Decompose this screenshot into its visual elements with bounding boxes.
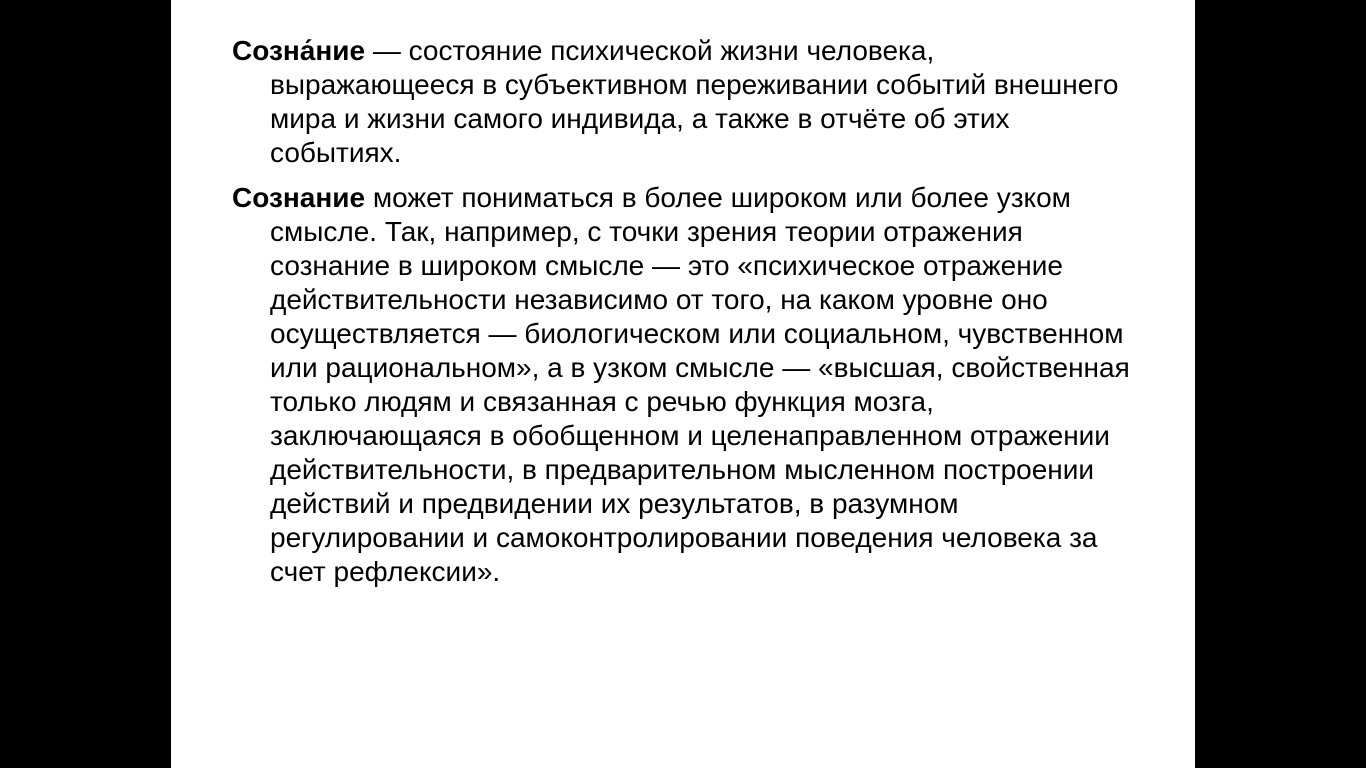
definition-paragraph xyxy=(232,34,1132,170)
explanation-paragraph xyxy=(232,181,1132,589)
definition-text: — состояние психической жизни человека, выражающееся в субъективном переживании событий внешнего мира и жизни самого индивида, а также в отчёте об этих событиях. xyxy=(270,35,1119,168)
explanation-term: Сознание xyxy=(232,182,366,213)
slide xyxy=(171,0,1195,768)
definition-term: Созна́ние xyxy=(232,35,366,66)
slide-body xyxy=(232,34,1132,589)
explanation-text: может пониматься в более широком или более узком смысле. Так, например, с точки зрения теории отражения сознание в широком смысле — это «психическое отражение действительности независимо от того, на каком уровне оно осуществляется — биологическом или социальном, чувственном или рациональном», а в узком смысле — «высшая, свойственная только людям и связанная с речью функция мозга, заключающаяся в обобщенном и целенаправленном отражении действительности, в предварительном мысленном построении действий и предвидении их результатов, в разумном регулировании и самоконтролировании поведения человека за счет рефлексии». xyxy=(270,182,1130,587)
